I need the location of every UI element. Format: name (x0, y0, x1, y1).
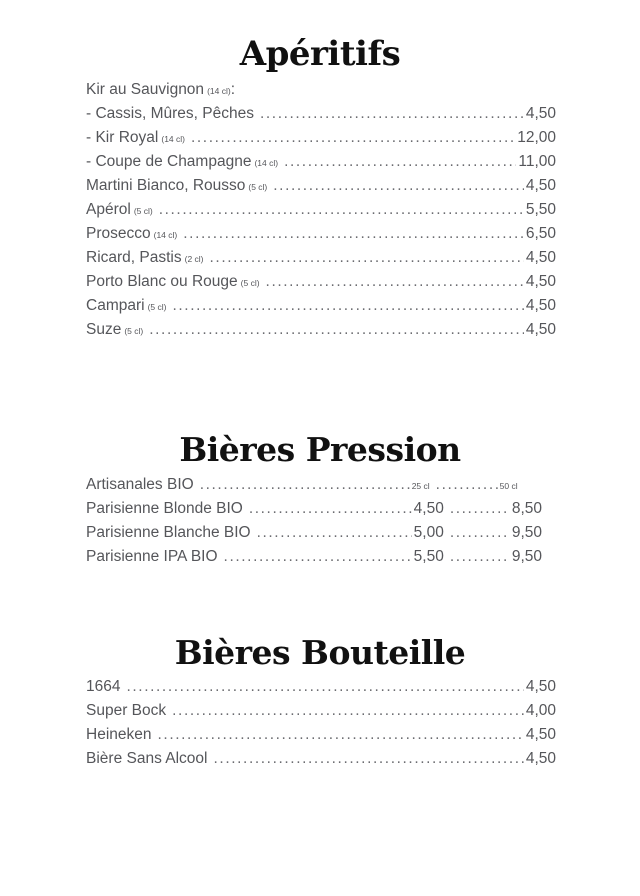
item-volume: (14 cl) (161, 134, 185, 144)
item-name: Heineken (86, 726, 152, 743)
item-price: 4,50 (525, 726, 556, 743)
dot-leader (436, 476, 498, 494)
list-item (86, 225, 556, 249)
item-price: 12,00 (517, 129, 556, 146)
list-item (86, 273, 556, 297)
list-item (86, 321, 556, 345)
item-volume: (5 cl) (240, 278, 260, 288)
item-volume: (14 cl) (207, 86, 231, 96)
item-price-50: 9,50 (511, 524, 542, 541)
list-item (86, 129, 556, 153)
item-name: Parisienne Blanche BIO (86, 524, 251, 541)
dot-leader (158, 726, 524, 744)
dot-leader (210, 249, 524, 267)
dot-leader (257, 524, 412, 542)
size-label-50: 50 cl (499, 481, 518, 491)
dot-leader (266, 273, 524, 291)
item-volume: (5 cl) (133, 206, 153, 216)
item-name: - Cassis, Mûres, Pêches (86, 105, 254, 122)
item-name: Prosecco (86, 225, 151, 242)
item-name: Kir au Sauvignon (86, 81, 205, 98)
item-name: Suze (86, 321, 122, 338)
item-price-50: 9,50 (511, 548, 542, 565)
list-item (86, 524, 542, 548)
item-name: - Coupe de Champagne (86, 153, 252, 170)
item-price-25: 5,50 (413, 548, 444, 565)
dot-leader (249, 500, 412, 518)
dot-leader (224, 548, 412, 566)
dot-leader (172, 297, 523, 315)
item-suffix: : (230, 81, 235, 98)
dot-leader (450, 500, 510, 518)
aperitifs-list (86, 81, 556, 345)
item-price: 6,50 (525, 225, 556, 242)
item-name: 1664 (86, 678, 121, 695)
list-item (86, 201, 556, 225)
dot-leader (200, 476, 410, 494)
aperitifs-title: Apéritifs (239, 34, 401, 74)
item-volume: (5 cl) (124, 326, 144, 336)
list-item (86, 81, 556, 105)
list-item (86, 500, 542, 524)
item-price: 5,50 (525, 201, 556, 218)
item-name: Artisanales BIO (86, 476, 194, 493)
item-price: 4,50 (525, 273, 556, 290)
dot-leader (183, 225, 524, 243)
dot-leader (450, 524, 510, 542)
item-price: 4,50 (525, 249, 556, 266)
item-price: 4,50 (525, 678, 556, 695)
item-volume: (2 cl) (184, 254, 204, 264)
bieres-pression-list (86, 476, 542, 572)
list-item (86, 750, 556, 774)
list-item (86, 678, 556, 702)
size-label-25: 25 cl (411, 481, 430, 491)
item-volume: (14 cl) (254, 158, 279, 168)
list-item (86, 249, 556, 273)
dot-leader (191, 129, 515, 147)
item-name: Parisienne IPA BIO (86, 548, 218, 565)
item-name: Apérol (86, 201, 131, 218)
item-name: Campari (86, 297, 145, 314)
bieres-pression-title: Bières Pression (179, 430, 461, 469)
item-price-50: 8,50 (511, 500, 542, 517)
item-price: 4,50 (525, 105, 556, 122)
list-item (86, 177, 556, 201)
item-volume: (5 cl) (147, 302, 167, 312)
list-header (86, 476, 542, 500)
item-price-25: 4,50 (413, 500, 444, 517)
item-price: 4,50 (525, 177, 556, 194)
list-item (86, 153, 556, 177)
item-name: Super Bock (86, 702, 167, 719)
dot-leader (214, 750, 524, 768)
bieres-bouteille-list (86, 678, 556, 774)
list-item (86, 297, 556, 321)
dot-leader (450, 548, 510, 566)
item-volume: (14 cl) (153, 230, 178, 240)
item-name: Bière Sans Alcool (86, 750, 208, 767)
item-name: Porto Blanc ou Rouge (86, 273, 238, 290)
dot-leader (149, 321, 524, 339)
item-price: 11,00 (518, 153, 556, 170)
dot-leader (159, 201, 524, 219)
list-item (86, 548, 542, 572)
item-volume: (5 cl) (248, 182, 268, 192)
bieres-bouteille-title: Bières Bouteille (174, 633, 466, 672)
item-name: Ricard, Pastis (86, 249, 182, 266)
item-name: Martini Bianco, Rousso (86, 177, 246, 194)
dot-leader (273, 177, 524, 195)
item-price: 4,50 (525, 297, 556, 314)
list-item (86, 726, 556, 750)
dot-leader (126, 678, 523, 696)
item-name: - Kir Royal (86, 129, 159, 146)
item-price: 4,00 (525, 702, 556, 719)
list-item (86, 105, 556, 129)
item-price-25: 5,00 (413, 524, 444, 541)
dot-leader (284, 153, 516, 171)
list-item (86, 702, 556, 726)
item-price: 4,50 (525, 750, 556, 767)
dot-leader (172, 702, 524, 720)
dot-leader (260, 105, 524, 123)
item-name: Parisienne Blonde BIO (86, 500, 243, 517)
item-price: 4,50 (525, 321, 556, 338)
